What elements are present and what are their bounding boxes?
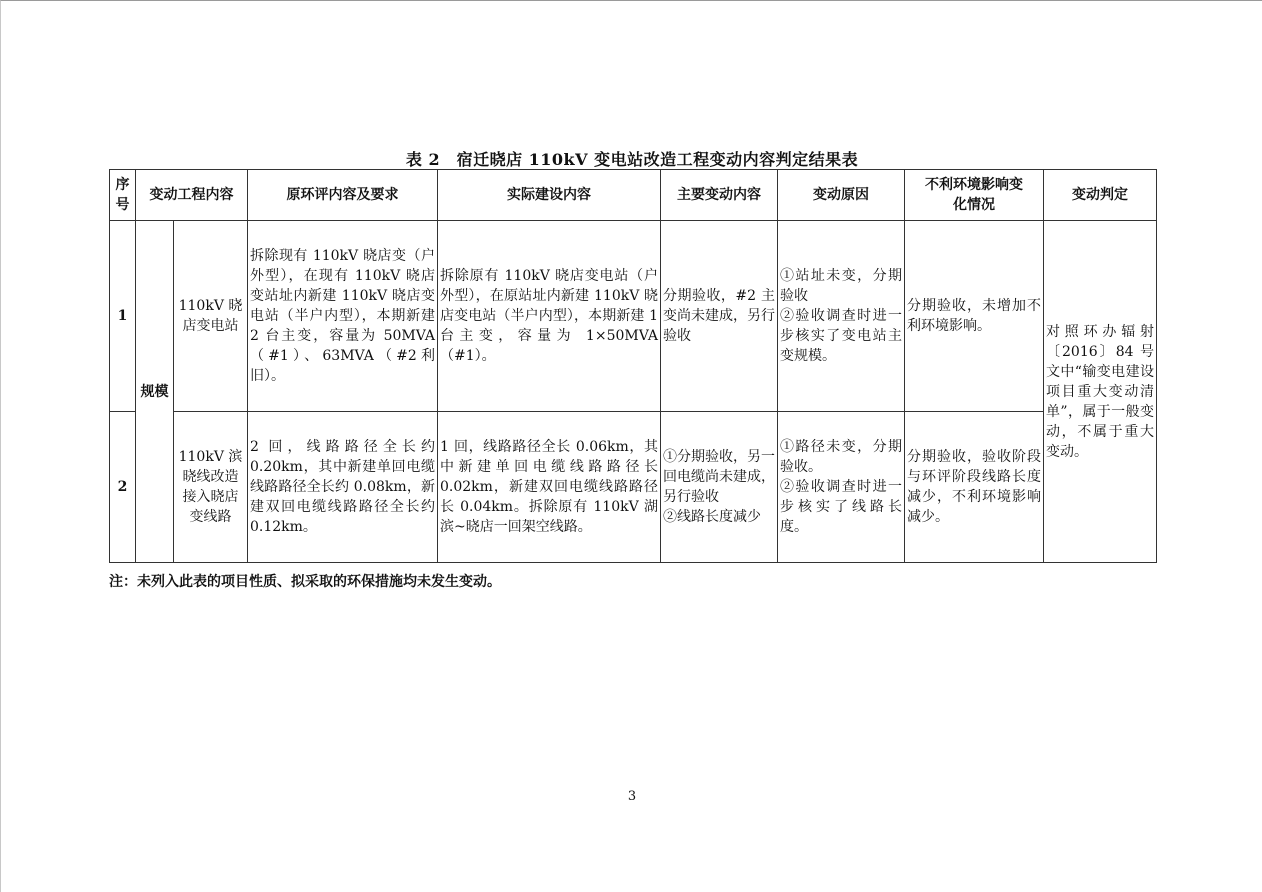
row-original-eia: 拆除现有 110kV 晓店变（户外型），在现有 110kV 晓店变站址内新建 110kV 晓店变电站（半户内型），本期新建 2 台主变，容量为 50MVA（#1）、63MVA（#2利旧）。 [248, 221, 438, 412]
table-note: 注：未列入此表的项目性质、拟采取的环保措施均未发生变动。 [109, 574, 501, 590]
header-actual: 实际建设内容 [438, 170, 661, 221]
category-cell: 规模 [136, 221, 174, 563]
row-main-change: 分期验收，#2 主变尚未建成，另行验收 [661, 221, 778, 412]
header-seq: 序号 [110, 170, 136, 221]
table-title: 表 2 宿迁晓店 110kV 变电站改造工程变动内容判定结果表 [405, 150, 859, 169]
header-change-content: 变动工程内容 [136, 170, 248, 221]
header-impact: 不利环境影响变化情况 [905, 170, 1044, 221]
table-row [110, 412, 1157, 563]
row-actual: 拆除原有 110kV 晓店变电站（户外型），在原站址内新建 110kV 晓店变电站（半户内型），本期新建 1 台主变，容量为 1×50MVA（#1）。 [438, 221, 661, 412]
change-judgement-table [109, 169, 1157, 563]
row-item: 110kV 滨晓线改造接入晓店变线路 [174, 412, 248, 563]
header-judgement: 变动判定 [1044, 170, 1157, 221]
header-reason: 变动原因 [778, 170, 905, 221]
row-impact: 分期验收，验收阶段与环评阶段线路长度减少，不利环境影响减少。 [905, 412, 1044, 563]
row-reason: ①站址未变，分期验收 ②验收调查时进一步核实了变电站主变规模。 [778, 221, 905, 412]
header-original-eia: 原环评内容及要求 [248, 170, 438, 221]
header-row [110, 170, 1157, 221]
judgement-cell: 对照环办辐射〔2016〕84 号文中“输变电建设项目重大变动清单”，属于一般变动，不属于重大变动。 [1044, 221, 1157, 563]
page-number: 3 [627, 789, 637, 804]
row-seq: 1 [110, 221, 136, 412]
row-impact: 分期验收，未增加不利环境影响。 [905, 221, 1044, 412]
row-reason: ①路径未变，分期验收。 ②验收调查时进一步核实了线路长度。 [778, 412, 905, 563]
row-main-change: ①分期验收，另一回电缆尚未建成，另行验收 ②线路长度减少 [661, 412, 778, 563]
row-seq: 2 [110, 412, 136, 563]
row-item: 110kV 晓店变电站 [174, 221, 248, 412]
row-original-eia: 2 回，线路路径全长约 0.20km，其中新建单回电缆线路路径全长约 0.08km，新建双回电缆线路路径全长约 0.12km。 [248, 412, 438, 563]
row-actual: 1 回，线路路径全长 0.06km，其中新建单回电缆线路路径长 0.02km，新建双回电缆线路路径长 0.04km。拆除原有 110kV 湖滨~晓店一回架空线路。 [438, 412, 661, 563]
header-main-change: 主要变动内容 [661, 170, 778, 221]
table-row [110, 221, 1157, 412]
